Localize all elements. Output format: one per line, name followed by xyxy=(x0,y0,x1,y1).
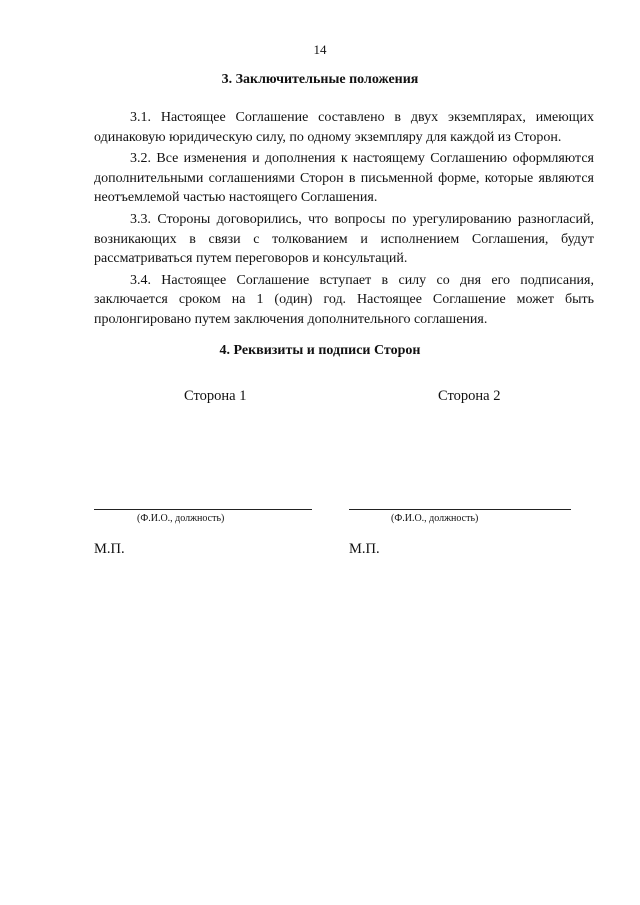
party-2-signature-caption: (Ф.И.О., должность) xyxy=(391,513,479,524)
party-2-label: Сторона 2 xyxy=(438,388,501,404)
party-1-label: Сторона 1 xyxy=(184,388,247,404)
party-1-stamp-place: М.П. xyxy=(94,541,125,557)
party-1-signature-line xyxy=(94,509,312,510)
clause-3-3: 3.3. Стороны договорились, что вопросы по урегулированию разногласий, возникающих в связи с толкованием и исполнением Соглашения, будут рассматриваться путем переговоров и консультаций. xyxy=(94,211,594,267)
party-2-stamp-place: М.П. xyxy=(349,541,380,557)
section-3-title: 3. Заключительные положения xyxy=(221,72,419,87)
clause-3-2: 3.2. Все изменения и дополнения к настоящему Соглашению оформляются дополнительными соглашениями Сторон в письменной форме, которые являются неотъемлемой частью настоящего Соглашения. xyxy=(94,151,594,206)
party-1-signature-caption: (Ф.И.О., должность) xyxy=(137,513,225,524)
clause-3-4: 3.4. Настоящее Соглашение вступает в силу со дня его подписания, заключается сроком на 1 (один) год. Настоящее Соглашение может быть пролонгировано путем заключения дополнительного соглашения. xyxy=(94,272,594,327)
page-number: 14 xyxy=(313,42,327,57)
clause-3-1: 3.1. Настоящее Соглашение составлено в двух экземплярах, имеющих одинаковую юридическую силу, по одному экземпляру для каждой из Сторон. xyxy=(94,110,594,145)
section-4-title: 4. Реквизиты и подписи Сторон xyxy=(219,343,421,358)
party-2-signature-line xyxy=(349,509,571,510)
section-3-body xyxy=(94,108,594,332)
